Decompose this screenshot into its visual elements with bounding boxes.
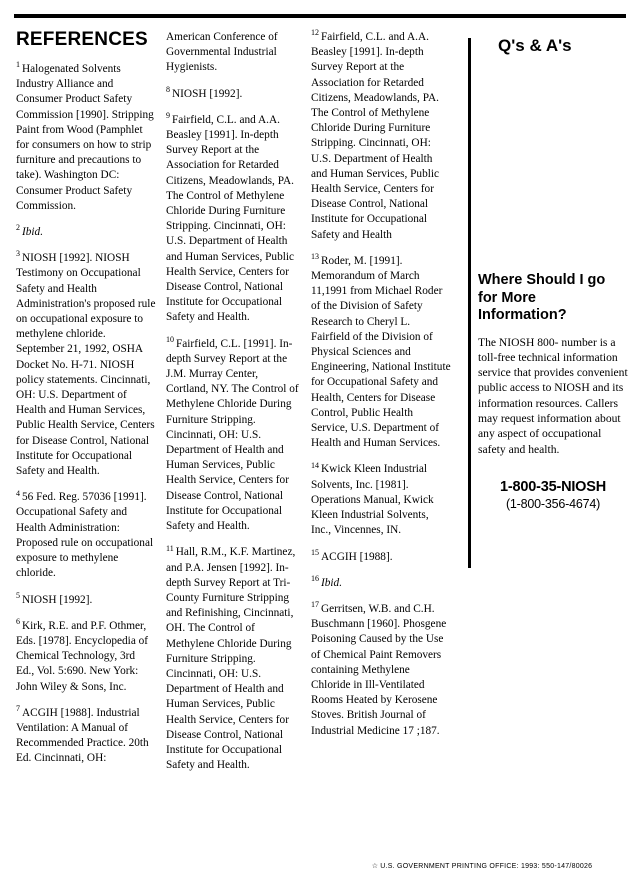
reference-text: Roder, M. [1991]. Memorandum of March 11,1991 from Michael Roder of the Division of Safety Research to Cheryl L. Fairfield of the Division of Physical Sciences and Engineering, National Institute for Occupational Safety and Health, Centers for Disease Control, Public Health Service, U.S. Department of Health and Human Services. <box>311 254 451 450</box>
reference-text: Fairfield, C.L. [1991]. In-depth Survey Report at the J.M. Murray Center, Cortland, NY. The Control of Methylene Chloride During Furniture Stripping. Cincinnati, OH: U.S. Department of Health and Human Services, Public Health Service, Centers for Disease Control, National Institute for Occupational Safety and Health. <box>166 337 299 533</box>
footer-text: U.S. GOVERNMENT PRINTING OFFICE: 1993: 550-147/80026 <box>380 863 593 870</box>
references-column-3 <box>311 30 451 750</box>
reference-text: 56 Fed. Reg. 57036 [1991]. Occupational Safety and Health Administration: Proposed rule on occupational exposure to methylene chloride. <box>16 491 154 580</box>
reference-text: ACGIH [1988]. <box>321 550 393 563</box>
reference-number: 7 <box>16 703 20 713</box>
reference-text: NIOSH [1992]. <box>172 87 243 100</box>
reference-number: 16 <box>311 573 319 583</box>
reference-entry <box>311 462 451 538</box>
reference-number: 5 <box>16 590 20 600</box>
reference-entry <box>166 113 302 326</box>
reference-text: Ibid. <box>22 226 44 239</box>
reference-number: 11 <box>166 543 174 553</box>
reference-text: Ibid. <box>321 576 343 589</box>
niosh-phone-number[interactable]: 1-800-35-NIOSH <box>500 478 606 495</box>
reference-number: 15 <box>311 547 319 557</box>
page-title: REFERENCES <box>16 29 148 50</box>
reference-entry <box>16 225 156 240</box>
reference-text: Fairfield, C.L. and A.A. Beasley [1991]. In-depth Survey Report at the Association for Retarded Citizens, Meadowlands, PA. The Control of Methylene Chloride During Furniture Stripping. Cincinnati, OH: U.S. Department of Health and Human Services, Public Health Service, Centers for Disease Control, National Institute for Occupational Safety and Health. <box>166 113 295 324</box>
reference-text: American Conference of Governmental Industrial Hygienists. <box>166 31 278 74</box>
reference-number: 1 <box>16 60 20 70</box>
reference-entry <box>311 602 451 739</box>
reference-entry <box>166 334 302 535</box>
reference-entry <box>166 545 302 773</box>
more-information-heading: Where Should I go for More Information? <box>478 272 606 323</box>
reference-number: 9 <box>166 111 170 121</box>
reference-continuation <box>166 30 302 76</box>
reference-number: 2 <box>16 223 20 233</box>
reference-text: NIOSH [1992]. NIOSH Testimony on Occupational Safety and Health Administration's proposed rule on occupational exposure to methylene chloride. September 21, 1992, OSHA Docket No. H-71. NIOSH policy statements. Cincinnati, OH: U.S. Department of Health and Human Services, Public Health Service, Centers for Disease Control, National Institute for Occupational Safety and Health. <box>16 252 156 478</box>
reference-number: 14 <box>311 460 319 470</box>
qa-section-title: Q's & A's <box>498 36 572 55</box>
reference-number: 13 <box>311 252 319 262</box>
reference-number: 6 <box>16 616 20 626</box>
reference-text: Kirk, R.E. and P.F. Othmer, Eds. [1978]. Encyclopedia of Chemical Technology, 3rd Ed., Vol. 5:690. New York: John Wiley & Sons, Inc. <box>16 619 149 693</box>
reference-text: ACGIH [1988]. Industrial Ventilation: A Manual of Recommended Practice. 20th Ed. Cincinnati, OH: <box>16 706 149 765</box>
reference-number: 3 <box>16 249 20 259</box>
more-information-body: The NIOSH 800- number is a toll-free technical information service that provides convenient public access to NIOSH and its information resources. Callers may request information about any aspect of occupational safety and health. <box>478 335 628 456</box>
references-column-1 <box>16 30 156 778</box>
reference-number: 4 <box>16 488 20 498</box>
reference-entry <box>311 573 451 591</box>
reference-entry <box>311 30 451 243</box>
reference-text: Gerritsen, W.B. and C.H. Buschmann [1960]. Phosgene Poisoning Caused by the Use of Chemical Paint Removers containing Methylene Chloride in Ill-Ventilated Rooms Heated by Kerosene Stoves. British Journal of Industrial Medicine 17 ;187. <box>311 602 447 737</box>
niosh-phone-number-alt[interactable]: (1-800-356-4674) <box>505 496 601 511</box>
reference-entry <box>16 616 156 695</box>
reference-entry <box>16 703 156 767</box>
reference-number: 12 <box>311 28 319 38</box>
star-icon: ☆ <box>371 863 379 870</box>
reference-entry <box>311 254 451 452</box>
reference-text: Fairfield, C.L. and A.A. Beasley [1991]. In-depth Survey Report at the Association for Retarded Citizens, Meadowlands, PA. The Control of Methylene Chloride During Furniture Stripping. Cincinnati, OH: U.S. Department of Health and Human Services, Public Health Service, Centers for Disease Control, National Institute for Occupational Safety and Health <box>311 31 440 241</box>
reference-text: Halogenated Solvents Industry Alliance and Consumer Product Safety Commission [1990]. Stripping Paint from Wood (Pamphlet for consumers on how to strip furniture and precautions to take). Washington DC: Consumer Product Safety Commission. <box>16 63 154 212</box>
top-horizontal-rule-tail <box>480 15 626 17</box>
reference-entry <box>16 490 156 581</box>
reference-number: 17 <box>311 600 319 610</box>
sidebar-vertical-rule <box>468 38 471 568</box>
reference-entry <box>16 590 156 608</box>
more-information-panel <box>478 272 628 511</box>
reference-entry <box>16 251 156 479</box>
reference-text: NIOSH [1992]. <box>22 593 93 606</box>
reference-entry <box>16 62 156 214</box>
reference-number: 8 <box>166 84 170 94</box>
reference-text: Kwick Kleen Industrial Solvents, Inc. [1981]. Operations Manual, Kwick Kleen Industrial Solvents, Inc., Vincennes, IN. <box>311 463 434 537</box>
reference-entry <box>166 84 302 102</box>
reference-number: 10 <box>166 334 174 344</box>
reference-entry <box>311 547 451 565</box>
references-column-2 <box>166 30 302 784</box>
printing-office-footer <box>336 862 628 870</box>
reference-text: Hall, R.M., K.F. Martinez, and P.A. Jensen [1992]. In-depth Survey Report at Tri-County Furniture Stripping and Refinishing, Cincinnati, OH. The Control of Methylene Chloride During Furniture Stripping. Cincinnati, OH: U.S. Department of Health and Human Services, Public Health Service, Centers for Disease Control, National Institute for Occupational Safety and Health. <box>166 546 296 772</box>
